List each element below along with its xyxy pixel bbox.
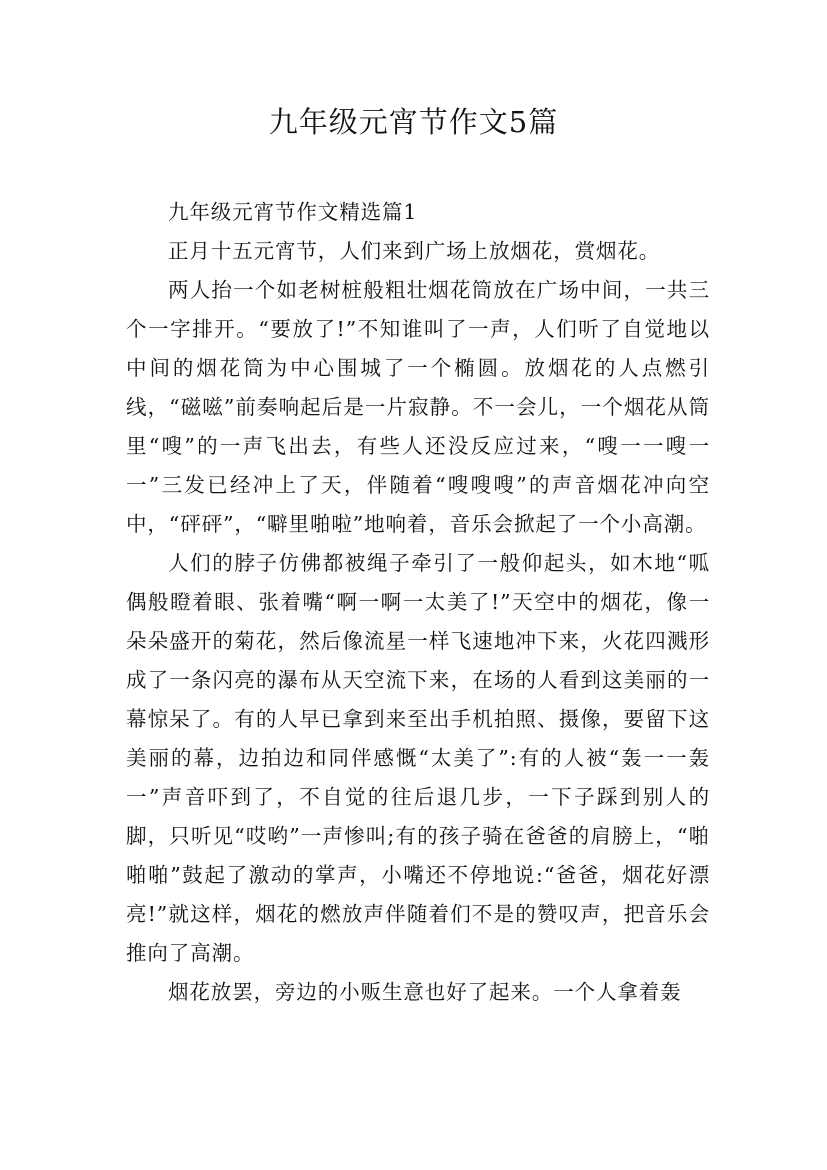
paragraph: 烟花放罢，旁边的小贩生意也好了起来。一个人拿着轰 <box>168 980 682 1004</box>
paragraph: 两人抬一个如老树桩般粗壮烟花筒放在广场中间，一共三个一字排开。“要放了!”不知谁叫了一声，人们听了自觉地以中间的烟花筒为中心围城了一个椭圆。放烟花的人点燃引线，“磁嗞”前奏响起后是一片寂静。不一会儿，一个烟花从筒里“嗖”的一声飞出去，有些人还没反应过来，“嗖一一嗖一一”三发已经冲上了天，伴随着“嗖嗖嗖”的声音烟花冲向空中，“砰砰”，“噼里啪啦”地响着，音乐会掀起了一个小高潮。 <box>126 278 710 536</box>
document-body <box>126 193 710 1012</box>
paragraph: 人们的脖子仿佛都被绳子牵引了一般仰起头，如木地“呱偶般瞪着眼、张着嘴“啊一啊一太美了!”天空中的烟花，像一朵朵盛开的菊花，然后像流星一样飞速地冲下来，火花四溅形成了一条闪亮的瀑布从天空流下来，在场的人看到这美丽的一幕惊呆了。有的人早已拿到来至出手机拍照、摄像，要留下这美丽的幕，边拍边和同伴感慨“太美了”:有的人被“轰一一轰一”声音吓到了，不自觉的往后退几步，一下子踩到别人的脚，只听见“哎哟”一声惨叫;有的孩子骑在爸爸的肩膀上，“啪啪啪”鼓起了激动的掌声，小嘴还不停地说:“爸爸，烟花好漂亮!”就这样，烟花的燃放声伴随着们不是的赞叹声，把音乐会推向了高潮。 <box>126 551 710 965</box>
section-heading: 九年级元宵节作文精选篇1 <box>168 200 418 224</box>
document-title: 九年级元宵节作文5篇 <box>268 105 559 139</box>
paragraph: 正月十五元宵节，人们来到广场上放烟花，赏烟花。 <box>168 239 661 263</box>
